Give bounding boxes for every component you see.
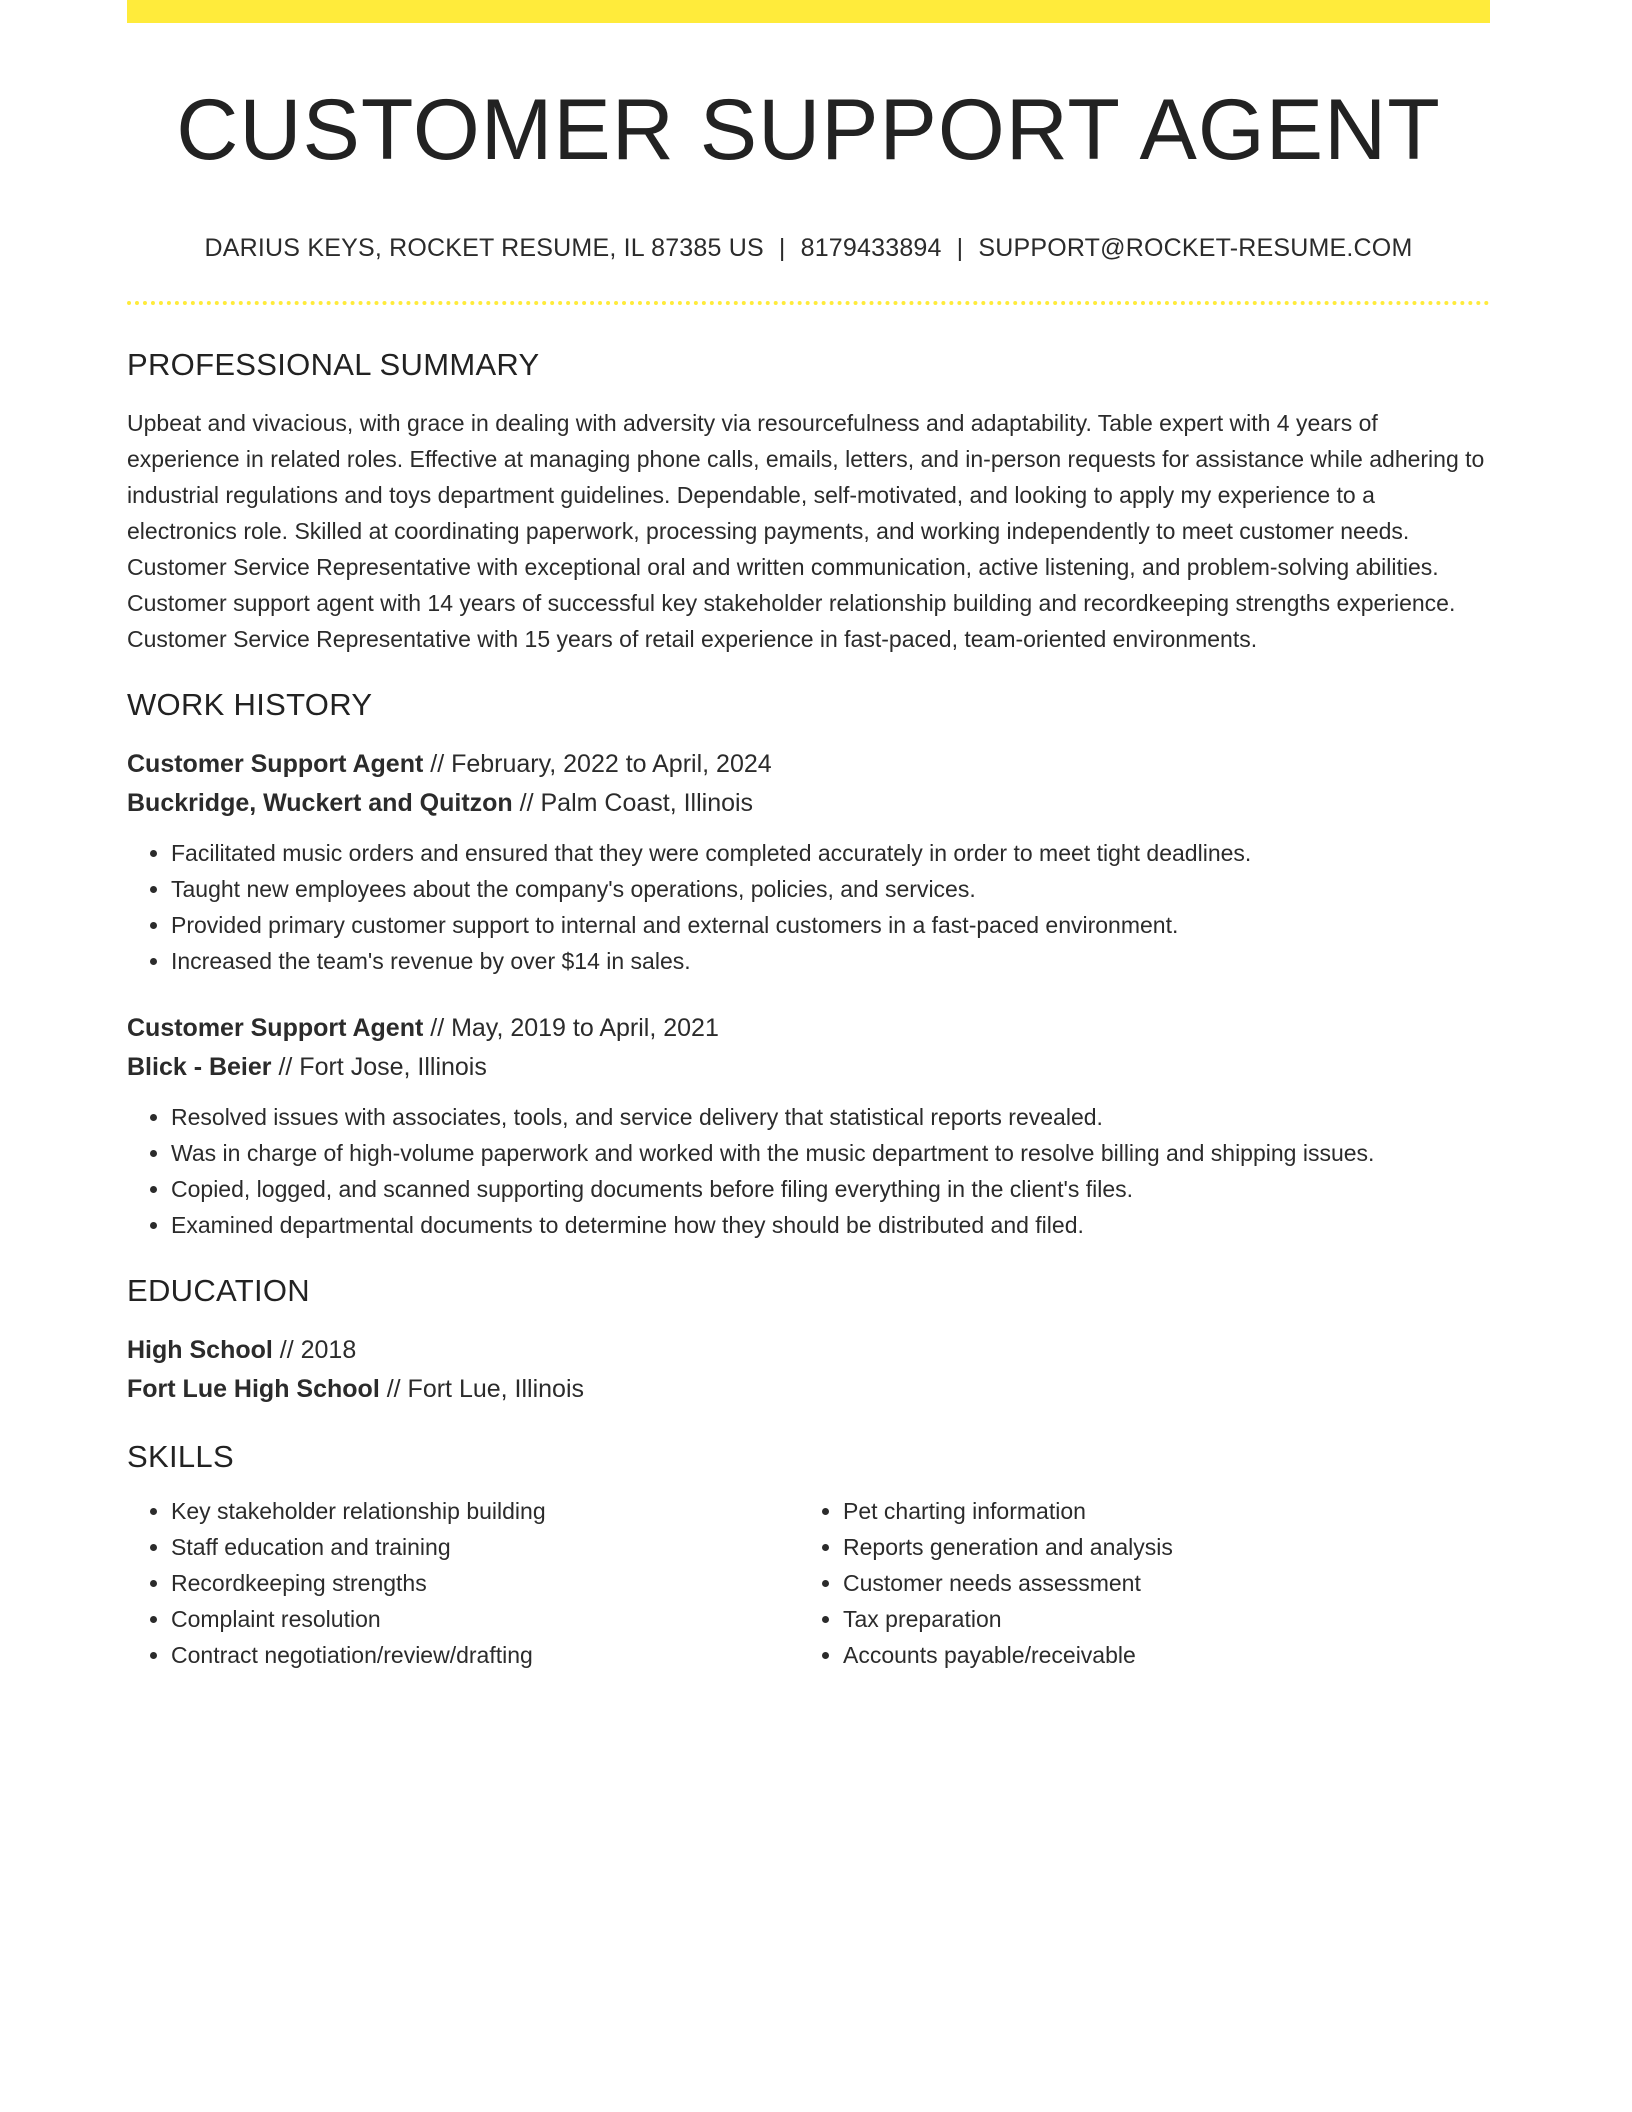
education-degree: High School	[127, 1335, 273, 1364]
skills-column-right	[799, 1493, 1471, 1673]
job-bullet: • Taught new employees about the company's operations, policies, and services.	[171, 871, 1490, 907]
dotted-divider	[127, 301, 1490, 305]
education-entry	[127, 1331, 1490, 1409]
summary-heading: PROFESSIONAL SUMMARY	[127, 346, 540, 382]
job-bullets	[127, 835, 1490, 979]
education-degree-line	[127, 1331, 1490, 1370]
contact-phone: 8179433894	[800, 233, 942, 262]
job-company-line	[127, 784, 1490, 823]
skill-item: • Accounts payable/receivable	[843, 1637, 1471, 1673]
skill-item: • Complaint resolution	[171, 1601, 799, 1637]
job-title: Customer Support Agent	[127, 749, 424, 778]
education-year: // 2018	[272, 1335, 357, 1364]
work-history-heading: WORK HISTORY	[127, 686, 373, 722]
resume-page	[127, 0, 1490, 1673]
job-bullet: • Resolved issues with associates, tools, and service delivery that statistical reports revealed.	[171, 1099, 1490, 1135]
summary-text: Upbeat and vivacious, with grace in dealing with adversity via resourcefulness and adaptability. Table expert with 4 years of experience in related roles. Effective at managing phone calls, emails, letters, and in-person requests for assistance while adhering to industrial regulations and toys department guidelines. Dependable, self-motivated, and looking to apply my experience to a electronics role. Skilled at coordinating paperwork, processing payments, and working independently to meet customer needs. Customer Service Representative with exceptional oral and written communication, active listening, and problem-solving abilities. Customer support agent with 14 years of successful key stakeholder relationship building and recordkeeping strengths experience. Customer Service Representative with 15 years of retail experience in fast-paced, team-oriented environments.	[127, 409, 1485, 652]
job-dates: // May, 2019 to April, 2021	[423, 1013, 719, 1042]
job-company: Buckridge, Wuckert and Quitzon	[127, 788, 513, 817]
job-location: // Fort Jose, Illinois	[271, 1052, 487, 1081]
education-heading: EDUCATION	[127, 1272, 310, 1308]
job-bullet: • Facilitated music orders and ensured that they were completed accurately in order to meet tight deadlines.	[171, 835, 1490, 871]
job-company: Blick - Beier	[127, 1052, 272, 1081]
education-school-line	[127, 1370, 1490, 1409]
contact-separator: |	[778, 233, 786, 262]
job-title-line	[127, 1009, 1490, 1048]
job-title-line	[127, 745, 1490, 784]
job-entry	[127, 1009, 1490, 1243]
skills-heading: SKILLS	[127, 1438, 234, 1474]
contact-line	[127, 234, 1490, 263]
contact-email: SUPPORT@ROCKET-RESUME.COM	[978, 233, 1413, 262]
job-bullets	[127, 1099, 1490, 1243]
skill-item: • Contract negotiation/review/drafting	[171, 1637, 799, 1673]
job-bullet: • Examined departmental documents to determine how they should be distributed and filed.	[171, 1207, 1490, 1243]
skill-item: • Tax preparation	[843, 1601, 1471, 1637]
skill-item: • Staff education and training	[171, 1529, 799, 1565]
job-company-line	[127, 1048, 1490, 1087]
contact-address: DARIUS KEYS, ROCKET RESUME, IL 87385 US	[204, 233, 764, 262]
job-dates: // February, 2022 to April, 2024	[423, 749, 772, 778]
job-title: Customer Support Agent	[127, 1013, 424, 1042]
skill-item: • Customer needs assessment	[843, 1565, 1471, 1601]
skill-item: • Reports generation and analysis	[843, 1529, 1471, 1565]
job-bullet: • Copied, logged, and scanned supporting documents before filing everything in the client's files.	[171, 1171, 1490, 1207]
job-entry	[127, 745, 1490, 979]
resume-title: CUSTOMER SUPPORT AGENT	[176, 82, 1441, 178]
contact-separator: |	[956, 233, 964, 262]
skills-column-left	[127, 1493, 799, 1673]
skill-item: • Pet charting information	[843, 1493, 1471, 1529]
job-bullet: • Was in charge of high-volume paperwork and worked with the music department to resolve billing and shipping issues.	[171, 1135, 1490, 1171]
skill-item: • Key stakeholder relationship building	[171, 1493, 799, 1529]
job-bullet: • Provided primary customer support to internal and external customers in a fast-paced environment.	[171, 907, 1490, 943]
accent-top-bar	[127, 0, 1490, 23]
job-location: // Palm Coast, Illinois	[512, 788, 754, 817]
education-school: Fort Lue High School	[127, 1374, 380, 1403]
job-bullet: • Increased the team's revenue by over $14 in sales.	[171, 943, 1490, 979]
skill-item: • Recordkeeping strengths	[171, 1565, 799, 1601]
skills-grid	[127, 1493, 1490, 1673]
education-location: // Fort Lue, Illinois	[379, 1374, 585, 1403]
